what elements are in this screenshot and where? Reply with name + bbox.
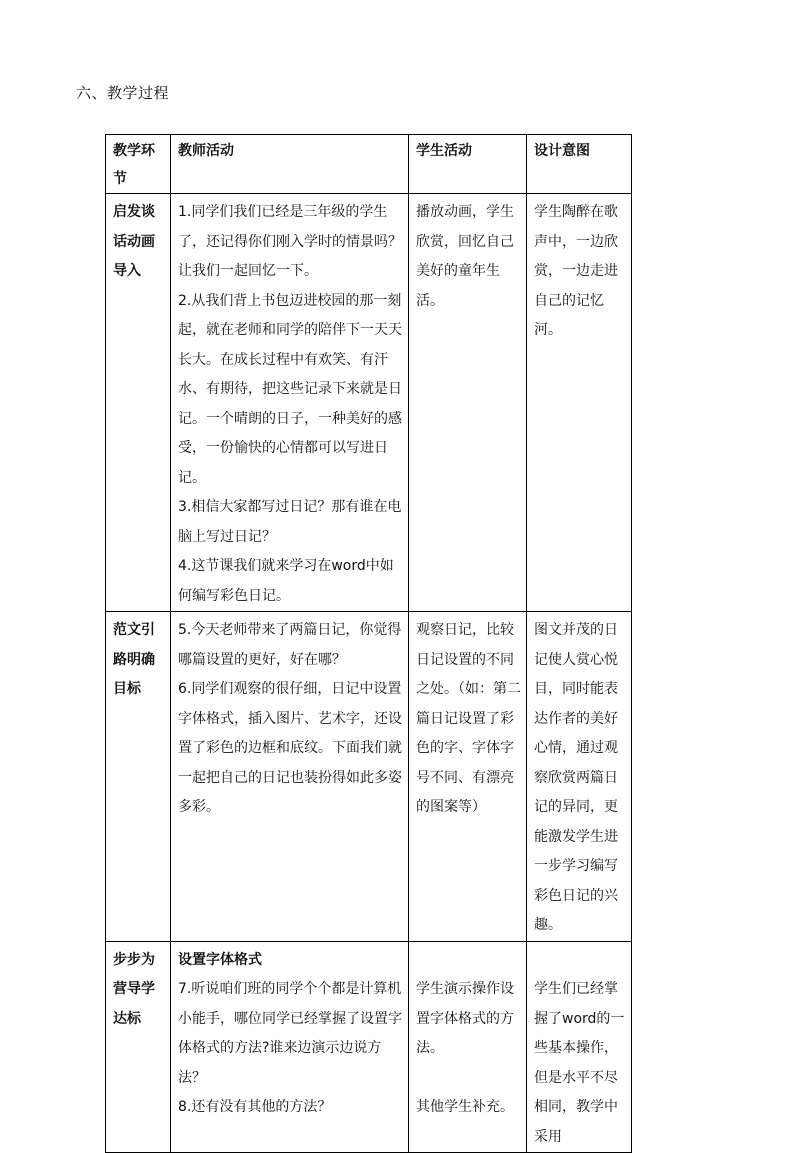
student-activity-cell: 播放动画，学生欣赏，回忆自己美好的童年生活。 (409, 194, 527, 612)
design-intent-text: 学生们已经掌握了word的一些基本操作，但是水平不尽相同，教学中采用 (534, 981, 625, 1145)
header-student-activity: 学生活动 (409, 135, 527, 194)
stage-cell: 范文引路明确目标 (106, 612, 171, 942)
student-step: 学生演示操作设置字体格式的方法。 (416, 981, 514, 1056)
teacher-step: 7.听说咱们班的同学个个都是计算机小能手，哪位同学已经掌握了设置字体格式的方法?谁来边演示边说方法？ (178, 981, 402, 1086)
stage-cell: 步步为营导学达标 (106, 941, 171, 1153)
teacher-step: 4.这节课我们就来学习在word中如何编写彩色日记。 (178, 558, 394, 604)
design-intent-cell: 学生陶醉在歌声中，一边欣赏，一边走进自己的记忆河。 (527, 194, 632, 612)
teacher-step: 3.相信大家都写过日记？那有谁在电脑上写过日记？ (178, 499, 402, 545)
teacher-step: 8.还有没有其他的方法？ (178, 1099, 332, 1115)
teacher-step: 1.同学们我们已经是三年级的学生了，还记得你们刚入学时的情景吗？让我们一起回忆一下。 (178, 204, 402, 279)
student-activity-cell: 观察日记，比较日记设置的不同之处。（如：第二篇日记设置了彩色的字、字体字号不同、有漂亮的图案等） (409, 612, 527, 942)
section-title: 六、教学过程 (76, 84, 170, 102)
table-row (106, 941, 632, 1153)
table-header-row (106, 135, 632, 194)
teaching-process-table (105, 134, 632, 1153)
teacher-step: 2.从我们背上书包迈进校园的那一刻起，就在老师和同学的陪伴下一天天长大。在成长过程中有欢笑、有汗水、有期待，把这些记录下来就是日记。一个晴朗的日子，一种美好的感受，一份愉快的心情都可以写进日记。 (178, 292, 402, 486)
design-intent-cell (527, 941, 632, 1153)
teacher-step: 6.同学们观察的很仔细，日记中设置字体格式，插入图片、艺术字，还设置了彩色的边框和底纹。下面我们就一起把自己的日记也装扮得如此多姿多彩。 (178, 681, 402, 815)
stage-cell: 启发谈话动画导入 (106, 194, 171, 612)
teacher-activity-cell (171, 941, 409, 1153)
student-step: 其他学生补充。 (416, 1099, 514, 1115)
teacher-step: 5.今天老师带来了两篇日记，你觉得哪篇设置的更好，好在哪？ (178, 622, 402, 668)
header-stage: 教学环节 (106, 135, 171, 194)
table-row (106, 612, 632, 942)
header-teacher-activity: 教师活动 (171, 135, 409, 194)
design-intent-cell: 图文并茂的日记使人赏心悦目，同时能表达作者的美好心情，通过观察欣赏两篇日记的异同，更能激发学生进一步学习编写彩色日记的兴趣。 (527, 612, 632, 942)
student-activity-cell (409, 941, 527, 1153)
teacher-activity-cell (171, 612, 409, 942)
table-row (106, 194, 632, 612)
teacher-activity-cell (171, 194, 409, 612)
teacher-subtitle: 设置字体格式 (178, 951, 262, 968)
header-design-intent: 设计意图 (527, 135, 632, 194)
